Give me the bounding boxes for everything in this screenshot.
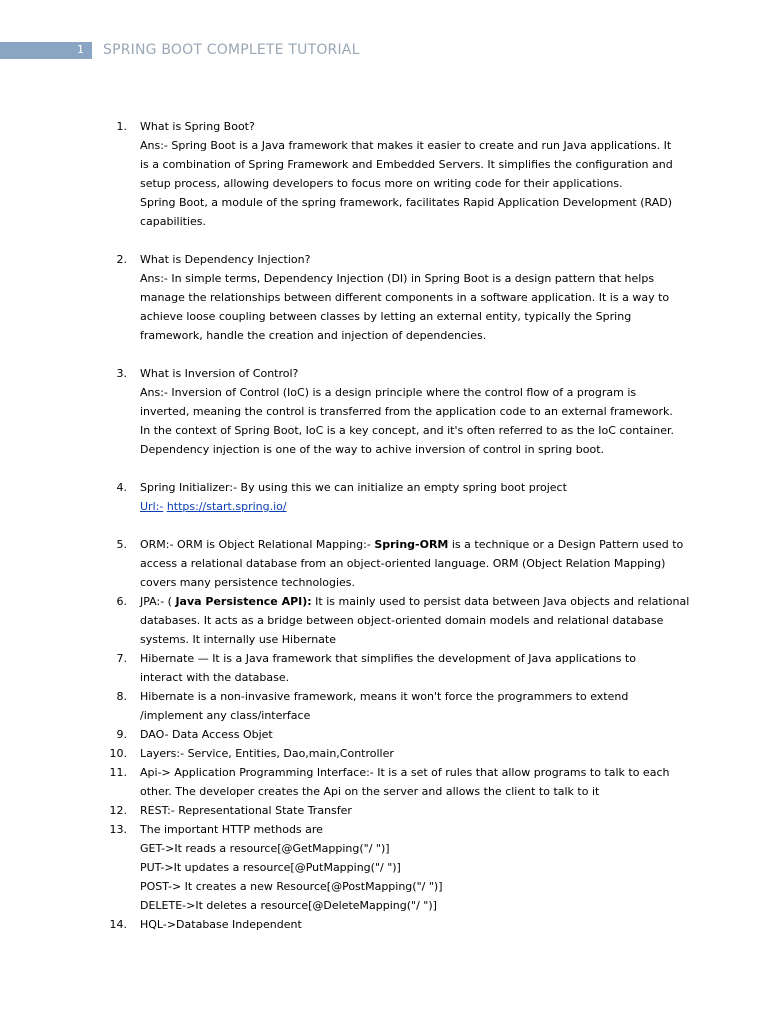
text-line: setup process, allowing developers to focus more on writing code for their applications. [140,177,623,190]
text-line: Layers:- Service, Entities, Dao,main,Controller [140,747,394,760]
list-item [0,801,768,820]
text-line: REST:- Representational State Transfer [140,804,352,817]
item-number: 2. [116,253,127,266]
text-line: covers many persistence technologies. [140,576,356,589]
page-header [0,42,768,59]
document-body [0,117,768,934]
item-number: 8. [116,690,127,703]
text-line: is a combination of Spring Framework and Embedded Servers. It simplifies the configuration and [140,158,673,171]
text-line: Hibernate — It is a Java framework that simplifies the development of Java applications to [140,652,636,665]
list-item [0,820,768,915]
bold-term: Java Persistence API): [175,595,312,608]
list-item [0,364,768,459]
text-line: inverted, meaning the control is transferred from the application code to an external framework. [140,405,673,418]
item-number: 12. [109,804,127,817]
spring-initializer-link[interactable]: https://start.spring.io/ [166,500,287,513]
question: What is Inversion of Control? [140,367,299,380]
item-number: 9. [116,728,127,741]
text-line: The important HTTP methods are [140,823,323,836]
text-line: PUT->It updates a resource[@PutMapping("/ ")] [140,861,401,874]
list-item [0,250,768,345]
text-line: GET->It reads a resource[@GetMapping("/ ")] [140,842,390,855]
text-line: Spring Boot, a module of the spring framework, facilitates Rapid Application Development (RAD) [140,196,673,209]
list-item [0,915,768,934]
list-item [0,763,768,801]
page-number: 1 [77,43,84,56]
text-line: other. The developer creates the Api on the server and allows the client to talk to it [140,785,600,798]
text-line: POST-> It creates a new Resource[@PostMapping("/ ")] [140,880,443,893]
item-number: 4. [116,481,127,494]
text-prefix: ORM:- ORM is Object Relational Mapping:- [140,538,375,551]
item-number: 1. [116,120,127,133]
text-line: DELETE->It deletes a resource[@DeleteMapping("/ ")] [140,899,437,912]
text-rest: is a technique or a Design Pattern used to [448,538,684,551]
text-line: capabilities. [140,215,207,228]
text-line: access a relational database from an object-oriented language. ORM (Object Relation Mapping) [140,557,666,570]
text-line [140,592,690,611]
list-item [0,117,768,231]
text-line: DAO- Data Access Objet [140,728,273,741]
text-line: Ans:- Inversion of Control (IoC) is a design principle where the control flow of a program is [140,386,637,399]
item-number: 10. [109,747,127,760]
text-line: databases. It acts as a bridge between object-oriented domain models and relational database [140,614,664,627]
item-number: 3. [116,367,127,380]
list-item [0,687,768,725]
text-line: framework, handle the creation and injection of dependencies. [140,329,487,342]
text-line: manage the relationships between different components in a software application. It is a way to [140,291,670,304]
list-item [0,535,768,592]
text-rest: It is mainly used to persist data between Java objects and relational [311,595,690,608]
item-number: 14. [109,918,127,931]
text-line: interact with the database. [140,671,290,684]
list-item [0,478,768,516]
text-line: Dependency injection is one of the way to achive inversion of control in spring boot. [140,443,605,456]
question: What is Spring Boot? [140,120,255,133]
text-line: achieve loose coupling between classes by letting an external entity, typically the Spring [140,310,632,323]
item-number: 7. [116,652,127,665]
text-line: In the context of Spring Boot, IoC is a key concept, and it's often referred to as the IoC container. [140,424,675,437]
bold-term: Spring-ORM [374,538,449,551]
text-prefix: JPA:- ( [140,595,176,608]
text-line: Ans:- In simple terms, Dependency Injection (DI) in Spring Boot is a design pattern that helps [140,272,655,285]
document-title: SPRING BOOT COMPLETE TUTORIAL [103,42,360,58]
item-number: 13. [109,823,127,836]
list-item [0,649,768,687]
text-line: Hibernate is a non-invasive framework, means it won't force the programmers to extend [140,690,629,703]
text-line: Api-> Application Programming Interface:- It is a set of rules that allow programs to talk to each [140,766,670,779]
item-number: 6. [116,595,127,608]
question: What is Dependency Injection? [140,253,311,266]
url-label[interactable]: Url:- [140,500,164,513]
item-number: 11. [109,766,127,779]
text-line [140,535,686,554]
url-line [140,497,686,516]
list-item [0,725,768,744]
text-line: systems. It internally use Hibernate [140,633,336,646]
text-line: /implement any class/interface [140,709,311,722]
item-number: 5. [116,538,127,551]
text-line: Spring Initializer:- By using this we can initialize an empty spring boot project [140,481,567,494]
list-item [0,744,768,763]
list-item [0,592,768,649]
text-line: Ans:- Spring Boot is a Java framework that makes it easier to create and run Java applications. It [140,139,672,152]
text-line: HQL->Database Independent [140,918,302,931]
